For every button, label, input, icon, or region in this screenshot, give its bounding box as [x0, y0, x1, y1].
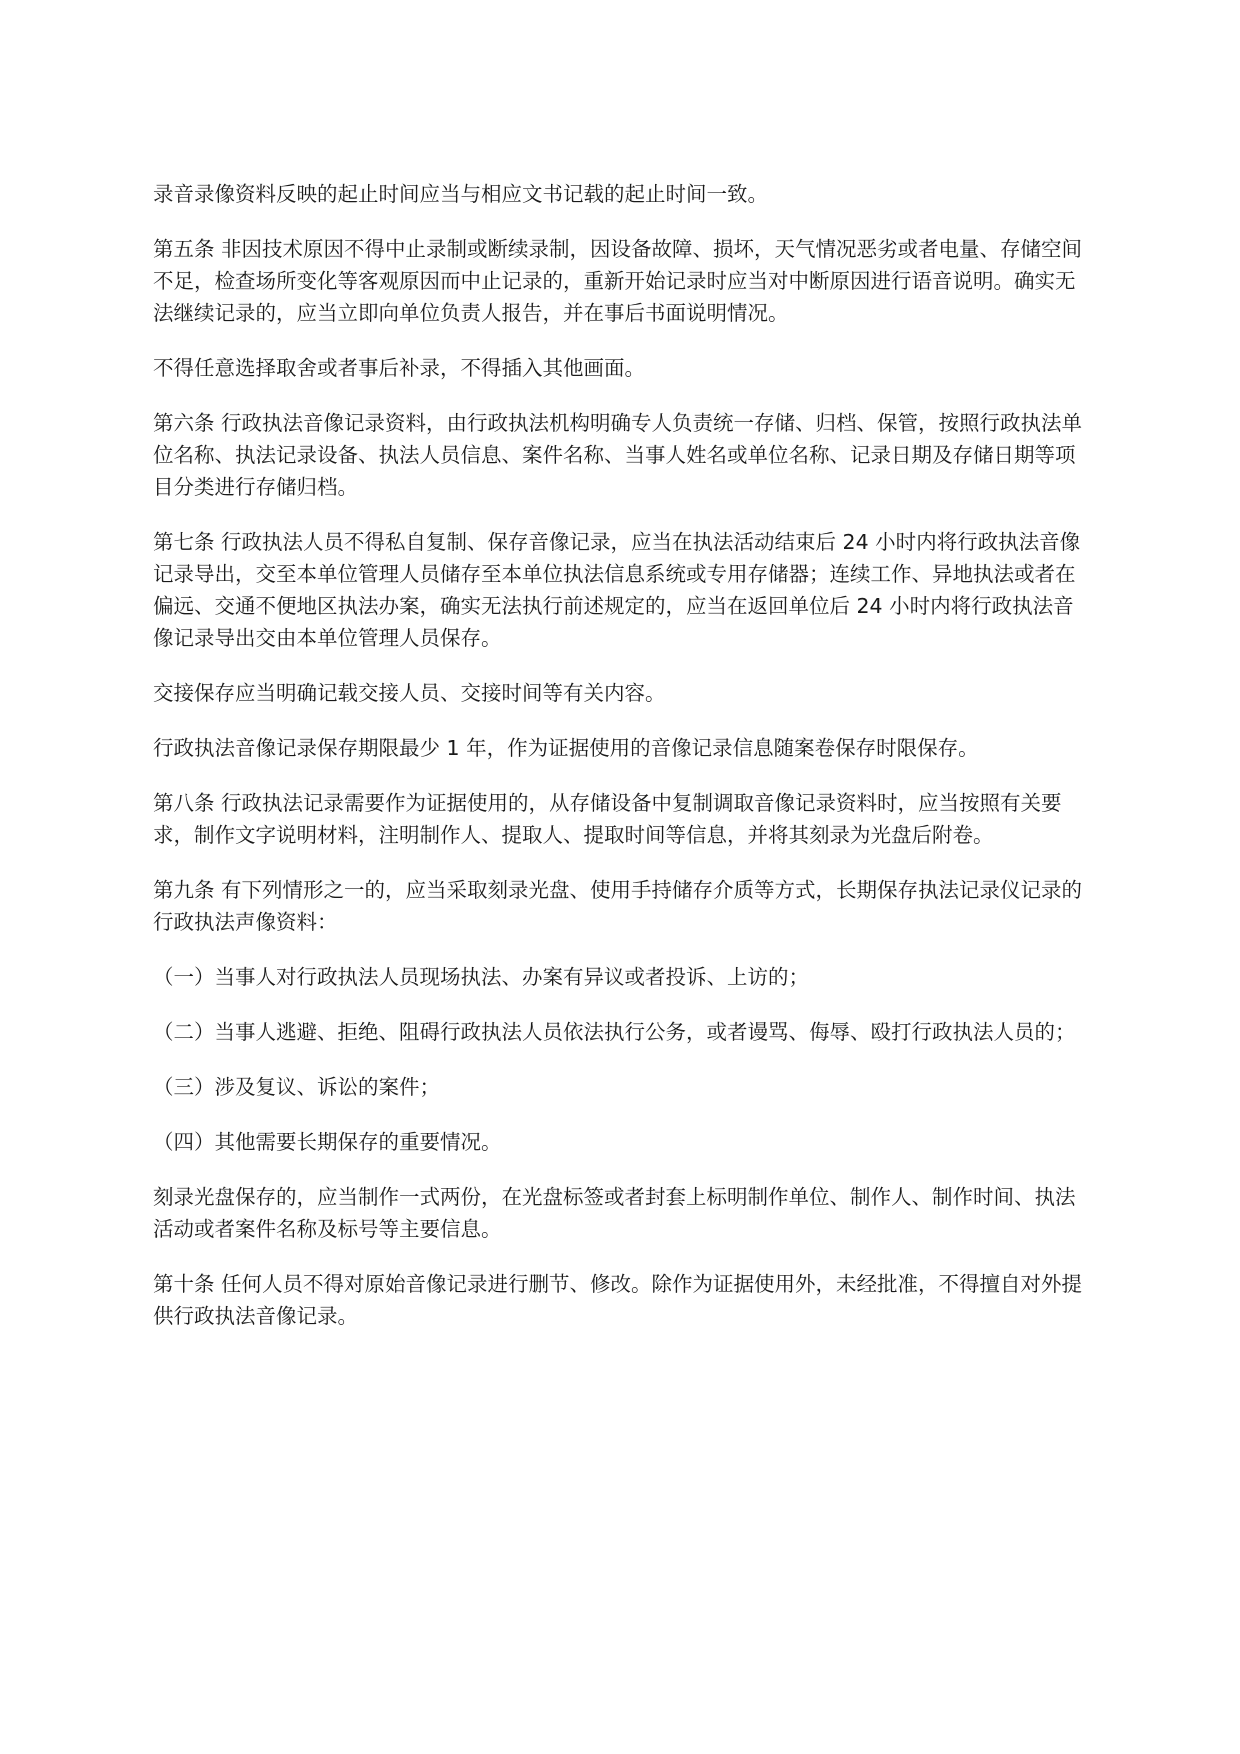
list-item-3: （三）涉及复议、诉讼的案件；: [153, 1075, 440, 1099]
paragraph-article-8: 第八条 行政执法记录需要作为证据使用的，从存储设备中复制调取音像记录资料时，应当按照有关要求，制作文字说明材料，注明制作人、提取人、提取时间等信息，并将其刻录为光盘后附卷。: [153, 791, 1062, 847]
list-item-1: （一）当事人对行政执法人员现场执法、办案有异议或者投诉、上访的；: [153, 965, 809, 989]
list-item-4: （四）其他需要长期保存的重要情况。: [153, 1130, 502, 1154]
paragraph-retention-period: 行政执法音像记录保存期限最少 1 年，作为证据使用的音像记录信息随案卷保存时限保存。: [153, 736, 979, 760]
paragraph-no-selective-recording: 不得任意选择取舍或者事后补录，不得插入其他画面。: [153, 356, 645, 380]
paragraph-article-9: 第九条 有下列情形之一的，应当采取刻录光盘、使用手持储存介质等方式，长期保存执法记录仪记录的行政执法声像资料：: [153, 878, 1083, 934]
paragraph-time-consistency: 录音录像资料反映的起止时间应当与相应文书记载的起止时间一致。: [153, 182, 768, 206]
document-body: [153, 178, 1093, 1355]
list-item-2: （二）当事人逃避、拒绝、阻碍行政执法人员依法执行公务，或者谩骂、侮辱、殴打行政执法人员的；: [153, 1020, 1076, 1044]
paragraph-handover-record: 交接保存应当明确记载交接人员、交接时间等有关内容。: [153, 681, 666, 705]
paragraph-article-10: 第十条 任何人员不得对原始音像记录进行删节、修改。除作为证据使用外，未经批准，不得擅自对外提供行政执法音像记录。: [153, 1272, 1083, 1328]
paragraph-disc-copies: 刻录光盘保存的，应当制作一式两份，在光盘标签或者封套上标明制作单位、制作人、制作时间、执法活动或者案件名称及标号等主要信息。: [153, 1185, 1076, 1241]
paragraph-article-7: 第七条 行政执法人员不得私自复制、保存音像记录，应当在执法活动结束后 24 小时内将行政执法音像记录导出，交至本单位管理人员储存至本单位执法信息系统或专用存储器；连续工作、异地执法或者在偏远、交通不便地区执法办案，确实无法执行前述规定的，应当在返回单位后 24 小时内将行政执法音像记录导出交由本单位管理人员保存。: [153, 530, 1081, 650]
paragraph-article-6: 第六条 行政执法音像记录资料，由行政执法机构明确专人负责统一存储、归档、保管，按照行政执法单位名称、执法记录设备、执法人员信息、案件名称、当事人姓名或单位名称、记录日期及存储日期等项目分类进行存储归档。: [153, 411, 1083, 499]
paragraph-article-5: 第五条 非因技术原因不得中止录制或断续录制，因设备故障、损坏，天气情况恶劣或者电量、存储空间不足，检查场所变化等客观原因而中止记录的，重新开始记录时应当对中断原因进行语音说明。确实无法继续记录的，应当立即向单位负责人报告，并在事后书面说明情况。: [153, 237, 1083, 325]
